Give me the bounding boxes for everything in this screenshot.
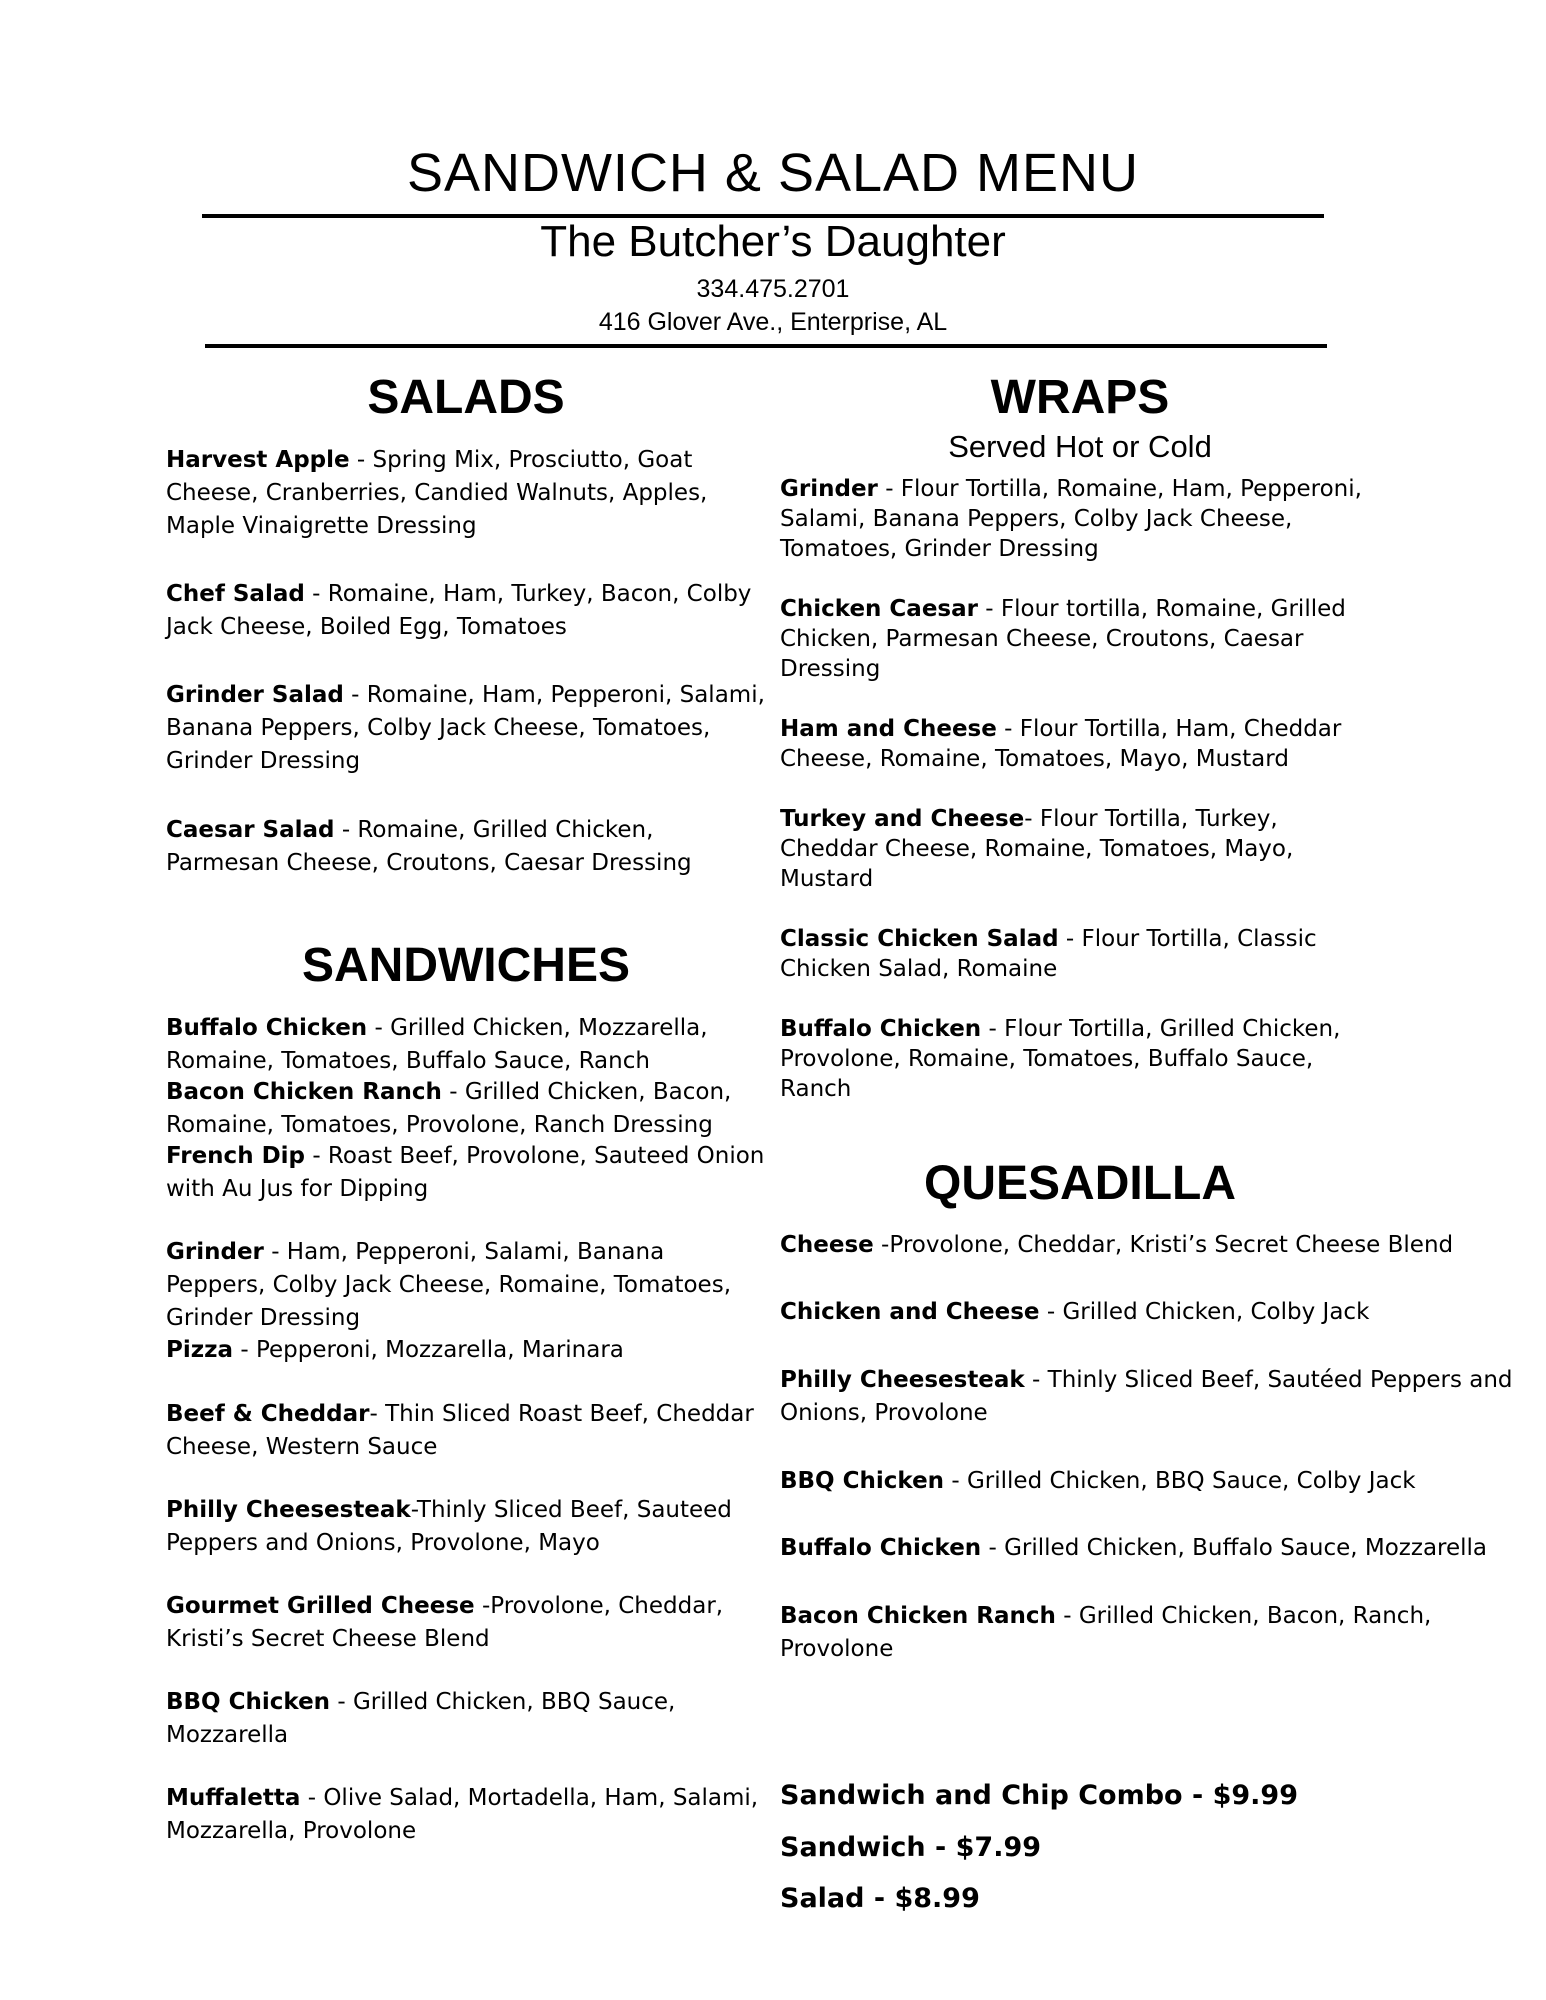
item-name: Philly Cheesesteak — [166, 1497, 411, 1523]
menu-item — [780, 1364, 1540, 1430]
menu-item — [780, 1533, 1487, 1563]
wraps-heading: WRAPS — [990, 371, 1170, 424]
item-desc: - Romaine, Grilled Chicken, Parmesan Cheese, Croutons, Caesar Dressing — [166, 817, 692, 876]
menu-item — [166, 1494, 766, 1560]
item-name: Pizza — [166, 1337, 234, 1363]
address: 416 Glover Ave., Enterprise, AL — [598, 308, 948, 336]
item-name: Turkey and Cheese — [780, 806, 1025, 832]
item-desc: - Flour Tortilla, Turkey, Cheddar Cheese, Romaine, Tomatoes, Mayo, Mustard — [780, 806, 1294, 892]
menu-item — [780, 474, 1380, 564]
item-name: Buffalo Chicken — [166, 1015, 368, 1041]
item-name: Grinder — [780, 476, 878, 502]
menu-item — [780, 1230, 1453, 1260]
menu-item — [166, 1590, 766, 1656]
menu-item — [166, 578, 766, 644]
item-name: Bacon Chicken Ranch — [780, 1603, 1056, 1629]
item-name: Chef Salad — [166, 581, 305, 607]
item-desc: - Thin Sliced Roast Beef, Cheddar Cheese, Western Sauce — [166, 1401, 754, 1460]
item-desc: - Grilled Chicken, BBQ Sauce, Colby Jack — [944, 1468, 1416, 1494]
item-name: Bacon Chicken Ranch — [166, 1079, 442, 1105]
salads-heading: SALADS — [367, 371, 565, 424]
item-desc: - Flour Tortilla, Ham, Cheddar Cheese, Romaine, Tomatoes, Mayo, Mustard — [780, 716, 1342, 772]
price-combo: Sandwich and Chip Combo - $9.99 — [780, 1780, 1299, 1811]
divider-bottom — [205, 344, 1327, 348]
item-desc: - Flour Tortilla, Classic Chicken Salad, Romaine — [780, 926, 1317, 982]
item-name: BBQ Chicken — [780, 1468, 945, 1494]
item-name: Ham and Cheese — [780, 716, 997, 742]
menu-item — [780, 804, 1380, 894]
item-desc: - Ham, Pepperoni, Salami, Banana Peppers, Colby Jack Cheese, Romaine, Tomatoes, Grinder Dressing — [166, 1239, 732, 1331]
menu-item — [780, 1600, 1460, 1666]
menu-item — [166, 1334, 624, 1367]
menu-item — [166, 1236, 766, 1335]
menu-item — [166, 1782, 766, 1848]
sandwiches-section — [166, 940, 766, 1980]
menu-item — [780, 714, 1380, 774]
item-desc: - Grilled Chicken, Colby Jack — [1039, 1299, 1370, 1325]
item-desc: - Grilled Chicken, Bacon, Ranch, Provolone — [780, 1603, 1432, 1662]
item-desc: - Grilled Chicken, Bacon, Romaine, Tomatoes, Provolone, Ranch Dressing — [166, 1079, 732, 1138]
item-name: Gourmet Grilled Cheese — [166, 1593, 475, 1619]
wraps-subtitle: Served Hot or Cold — [948, 428, 1212, 464]
menu-item — [166, 814, 766, 880]
item-name: Muffaletta — [166, 1785, 301, 1811]
menu-item — [166, 444, 766, 543]
item-desc: - Grilled Chicken, Mozzarella, Romaine, Tomatoes, Buffalo Sauce, Ranch — [166, 1015, 708, 1074]
item-desc: - Roast Beef, Provolone, Sauteed Onion with Au Jus for Dipping — [166, 1143, 765, 1202]
item-name: French Dip — [166, 1143, 306, 1169]
item-name: Grinder — [166, 1239, 264, 1265]
item-desc: - Pepperoni, Mozzarella, Marinara — [233, 1337, 624, 1363]
item-name: Philly Cheesesteak — [780, 1367, 1025, 1393]
item-name: Grinder Salad — [166, 682, 344, 708]
item-name: Buffalo Chicken — [780, 1016, 982, 1042]
item-desc: - Flour tortilla, Romaine, Grilled Chicken, Parmesan Cheese, Croutons, Caesar Dressing — [780, 596, 1346, 682]
item-name: Buffalo Chicken — [780, 1535, 982, 1561]
menu-item — [166, 679, 766, 778]
price-salad: Salad - $8.99 — [780, 1883, 980, 1914]
menu-item — [166, 1140, 766, 1206]
menu-item — [780, 924, 1380, 984]
item-name: Classic Chicken Salad — [780, 926, 1059, 952]
menu-item — [166, 1076, 766, 1142]
price-sandwich: Sandwich - $7.99 — [780, 1832, 1042, 1863]
item-desc: -Thinly Sliced Beef, Sauteed Peppers and Onions, Provolone, Mayo — [166, 1497, 732, 1556]
item-name: Chicken and Cheese — [780, 1299, 1040, 1325]
item-name: Beef & Cheddar — [166, 1401, 370, 1427]
item-desc: - Romaine, Ham, Pepperoni, Salami, Banana Peppers, Colby Jack Cheese, Tomatoes, Grinder Dressing — [166, 682, 765, 774]
item-name: Caesar Salad — [166, 817, 335, 843]
phone-number: 334.475.2701 — [696, 275, 850, 303]
item-name: Harvest Apple — [166, 447, 350, 473]
price-list — [780, 1780, 1480, 1940]
restaurant-name: The Butcher’s Daughter — [540, 217, 1006, 266]
item-desc: - Flour Tortilla, Grilled Chicken, Provolone, Romaine, Tomatoes, Buffalo Sauce, Ranch — [780, 1016, 1341, 1102]
item-desc: - Flour Tortilla, Romaine, Ham, Pepperoni, Salami, Banana Peppers, Colby Jack Cheese, Tomatoes, Grinder Dressing — [780, 476, 1362, 562]
menu-item — [780, 1466, 1416, 1496]
item-desc: - Thinly Sliced Beef, Sautéed Peppers and Onions, Provolone — [780, 1367, 1513, 1426]
page-title: SANDWICH & SALAD MENU — [406, 143, 1140, 203]
sandwiches-heading: SANDWICHES — [301, 939, 630, 992]
menu-item — [780, 594, 1380, 684]
item-desc: - Romaine, Ham, Turkey, Bacon, Colby Jack Cheese, Boiled Egg, Tomatoes — [166, 581, 752, 640]
item-name: Cheese — [780, 1232, 874, 1258]
menu-item — [780, 1297, 1369, 1327]
item-desc: - Grilled Chicken, BBQ Sauce, Mozzarella — [166, 1689, 676, 1748]
wraps-section — [780, 372, 1380, 1122]
item-desc: -Provolone, Cheddar, Kristi’s Secret Cheese Blend — [873, 1232, 1454, 1258]
item-desc: - Olive Salad, Mortadella, Ham, Salami, Mozzarella, Provolone — [166, 1785, 759, 1844]
menu-item — [166, 1686, 766, 1752]
menu-item — [166, 1398, 766, 1464]
item-name: Chicken Caesar — [780, 596, 978, 622]
menu-item — [166, 1012, 766, 1078]
item-desc: - Spring Mix, Prosciutto, Goat Cheese, Cranberries, Candied Walnuts, Apples, Maple Vinaigrette Dressing — [166, 447, 708, 539]
item-desc: - Grilled Chicken, Buffalo Sauce, Mozzarella — [981, 1535, 1488, 1561]
salads-section — [166, 372, 766, 902]
item-name: BBQ Chicken — [166, 1689, 331, 1715]
quesadilla-section — [780, 1158, 1540, 1678]
quesadilla-heading: QUESADILLA — [924, 1157, 1236, 1210]
item-desc: -Provolone, Cheddar, Kristi’s Secret Cheese Blend — [166, 1593, 724, 1652]
menu-item — [780, 1014, 1380, 1104]
